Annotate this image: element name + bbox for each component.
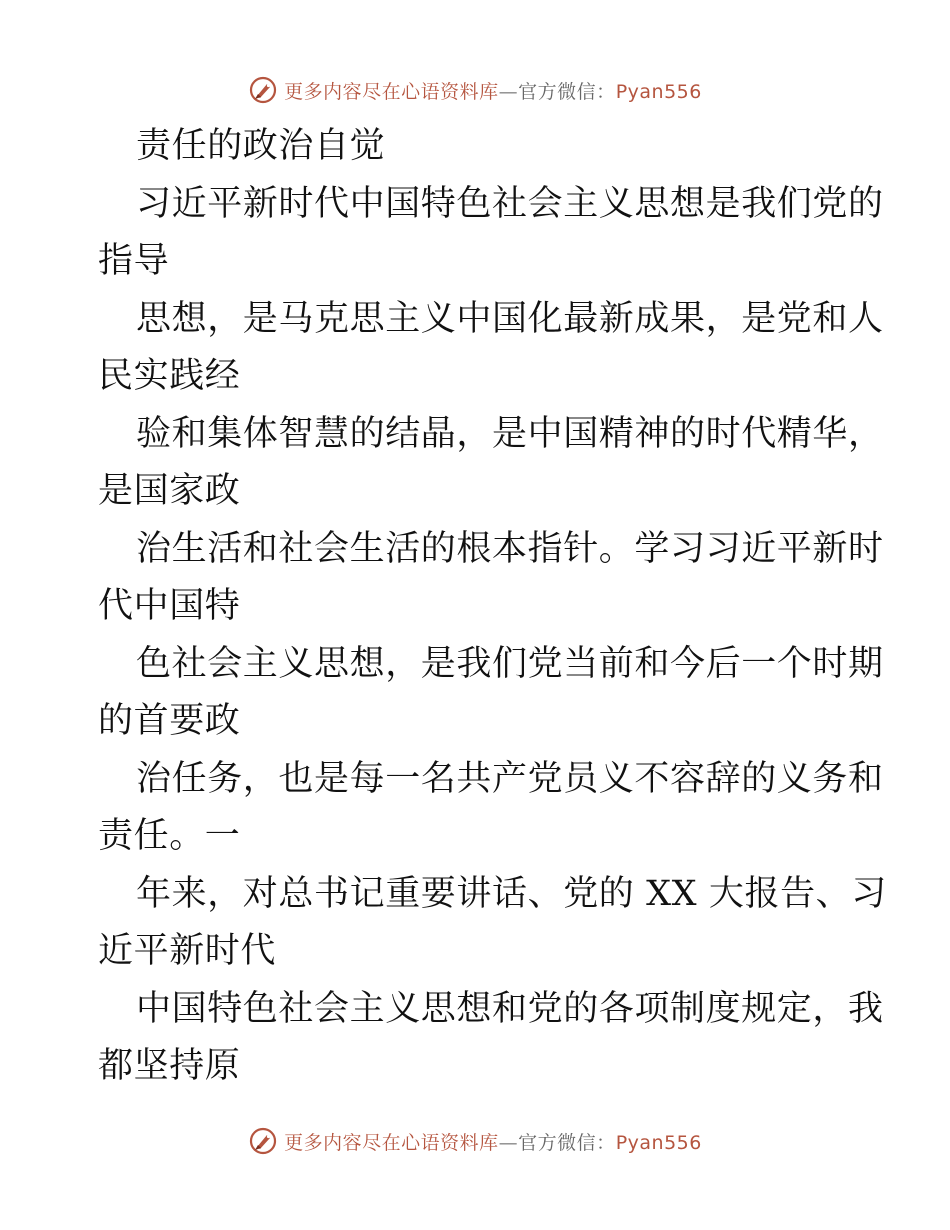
- header-separator: —: [498, 80, 519, 103]
- body-line: 是国家政: [98, 471, 241, 511]
- body-line: 指导: [98, 241, 170, 281]
- header-banner: [0, 70, 950, 110]
- document-body: [98, 118, 887, 1096]
- header-site-text: 更多内容尽在心语资料库: [284, 80, 499, 103]
- body-line: 思想，是马克思主义中国化最新成果，是党和人: [136, 298, 884, 339]
- body-line: 都坚持原: [98, 1046, 241, 1086]
- body-line: 代中国特: [98, 586, 241, 626]
- header-wechat-label: 官方微信：: [518, 80, 616, 103]
- body-line: 中国特色社会主义思想和党的各项制度规定，我: [136, 988, 884, 1029]
- body-line: 治任务，也是每一名共产党员义不容辞的义务和: [136, 758, 884, 799]
- body-line: 习近平新时代中国特色社会主义思想是我们党的: [136, 183, 884, 224]
- footer-banner: [0, 1121, 950, 1161]
- body-line: 近平新时代: [98, 931, 277, 971]
- body-line: 色社会主义思想，是我们党当前和今后一个时期: [136, 643, 884, 684]
- body-line: 责任。一: [98, 816, 241, 856]
- pen-nib-logo-icon: [248, 75, 278, 105]
- body-line: 年来，对总书记重要讲话、党的 XX 大报告、习: [136, 873, 887, 914]
- footer-wechat-id: Pyan556: [615, 1131, 702, 1154]
- body-line: 的首要政: [98, 701, 241, 741]
- footer-wechat-label: 官方微信：: [518, 1131, 616, 1154]
- header-banner-text: [284, 77, 702, 104]
- footer-site-text: 更多内容尽在心语资料库: [284, 1131, 499, 1154]
- header-wechat-id: Pyan556: [615, 80, 702, 103]
- footer-separator: —: [498, 1131, 519, 1154]
- body-line: 责任的政治自觉: [136, 126, 386, 166]
- pen-nib-logo-icon: [248, 1126, 278, 1156]
- body-line: 验和集体智慧的结晶，是中国精神的时代精华，: [136, 413, 884, 454]
- footer-banner-text: [284, 1128, 702, 1155]
- body-line: 治生活和社会生活的根本指针。学习习近平新时: [136, 528, 884, 569]
- body-line: 民实践经: [98, 356, 241, 396]
